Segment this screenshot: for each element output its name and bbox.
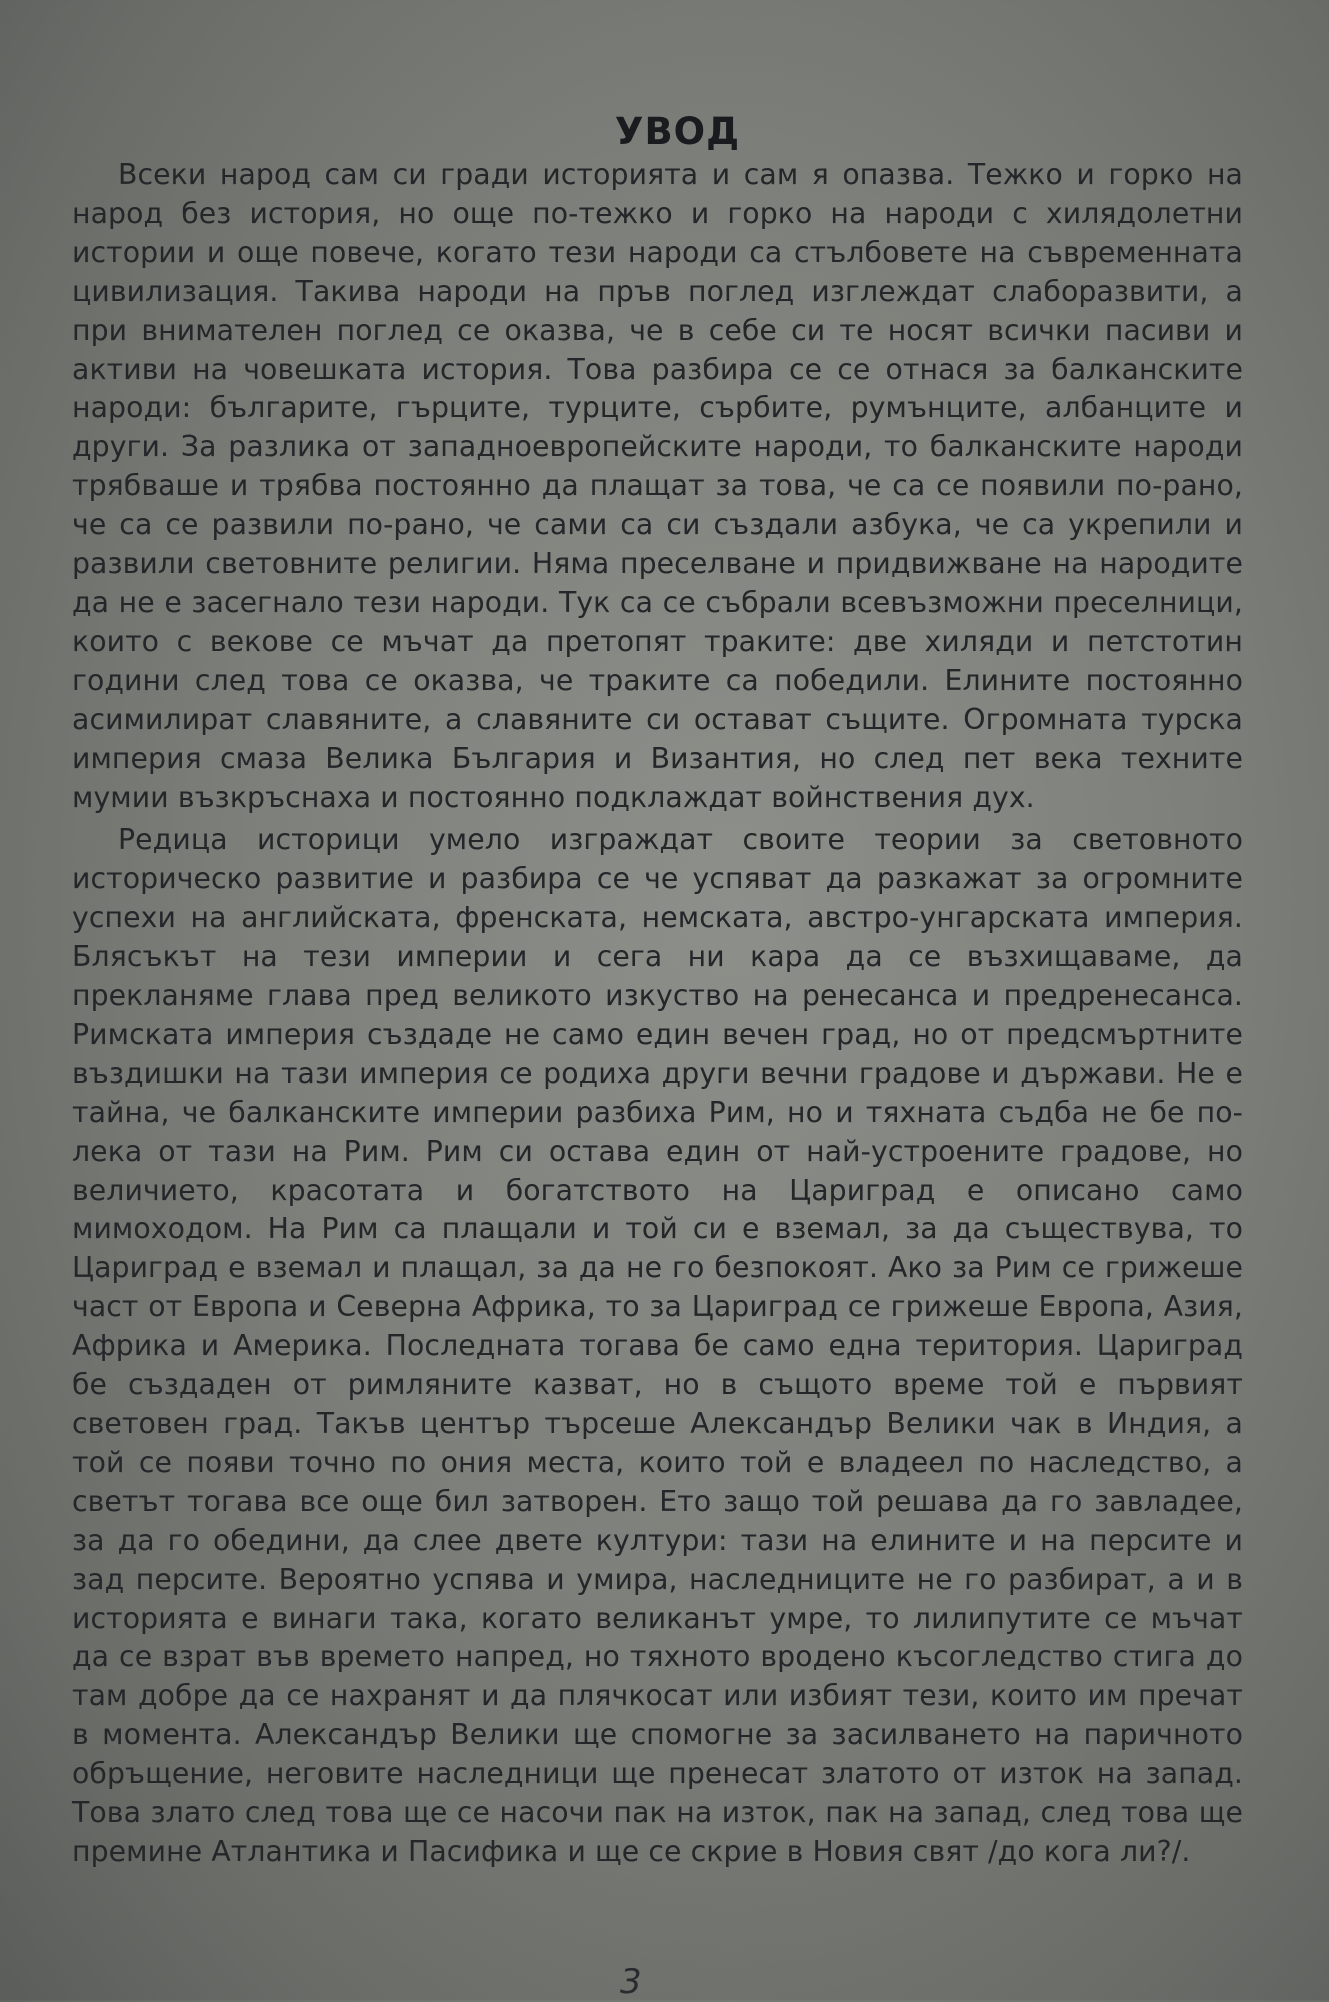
chapter-title: УВОД: [614, 110, 741, 153]
paragraph-2: Редица историци умело изграждат своите теории за световното историческо развитие и разбира се че успяват да разкажат за огромните успехи на английската, френската, немската, австро-унгарската империя. Блясъкът на тези империи и сега ни кара да се възхищаваме, да прекланяме глава пред великото изкуство на ренесанса и предренесанса. Римската империя създаде не само един вечен град, но от предсмъртните въздишки на тази империя се родиха други вечни градове и държави. Не е тайна, че балканските империи разбиха Рим, но и тяхната съдба не бе по-лека от тази на Рим. Рим си остава един от най-устроените градове, но величието, красотата и богатството на Цариград е описано само мимоходом. На Рим са плащали и той си е вземал, за да съществува, то Цариград е вземал и плащал, за да не го безпокоят. Ако за Рим се грижеше част от Европа и Северна Африка, то за Цариград се грижеше Европа, Азия, Африка и Америка. Последната тогава бе само една територия. Цариград бе създаден от римляните казват, но в същото време той е първият световен град. Такъв център търсеше Александър Велики чак в Индия, а той се появи точно по ония места, които той е владеел по наследство, а светът тогава все още бил затворен. Ето защо той решава да го завладее, за да го обедини, да слее двете култури: тази на елините и на персите и зад персите. Вероятно успява и умира, наследниците не го разбират, а и в историята е винаги така, когато великанът умре, то лилипутите се мъчат да се взрат във времето напред, но тяхното вродено късогледство стига до там добре да се нахранят и да плячкосат или избият тези, които им пречат в момента. Александър Велики ще спомогне за засилването на паричното обръщение, неговите наследници ще пренесат златото от изток на запад. Това злато след това ще се насочи пак на изток, пак на запад, след това ще премине Атлантика и Пасифика и ще се скрие в Новия свят /до кога ли?/.: [72, 823, 1243, 1868]
page-number: 3: [620, 1962, 642, 2002]
paragraph-1: Всеки народ сам си гради историята и сам я опазва. Тежко и горко на народ без история, но още по-тежко и горко на народи с хилядолетни истории и още повече, когато тези народи са стълбовете на съвременната цивилизация. Такива народи на пръв поглед изглеждат слаборазвити, а при внимателен поглед се оказва, че в себе си те носят всички пасиви и активи на човешката история. Това разбира се се отнася за балканските народи: българите, гърците, турците, сърбите, румънците, албанците и други. За разлика от западноевропейските народи, то балканските народи трябваше и трябва постоянно да плащат за това, че са се появили по-рано, че са се развили по-рано, че сами са си създали азбука, че са укрепили и развили световните религии. Няма преселване и придвижване на народите да не е засегнало тези народи. Тук са се събрали всевъзможни преселници, които с векове се мъчат да претопят траките: две хиляди и петстотин години след това се оказва, че траките са победили. Елините постоянно асимилират славяните, а славяните си остават същите. Огромната турска империя смаза Велика България и Византия, но след пет века техните мумии възкръснаха и постоянно подклаждат войнствения дух.: [72, 158, 1243, 814]
